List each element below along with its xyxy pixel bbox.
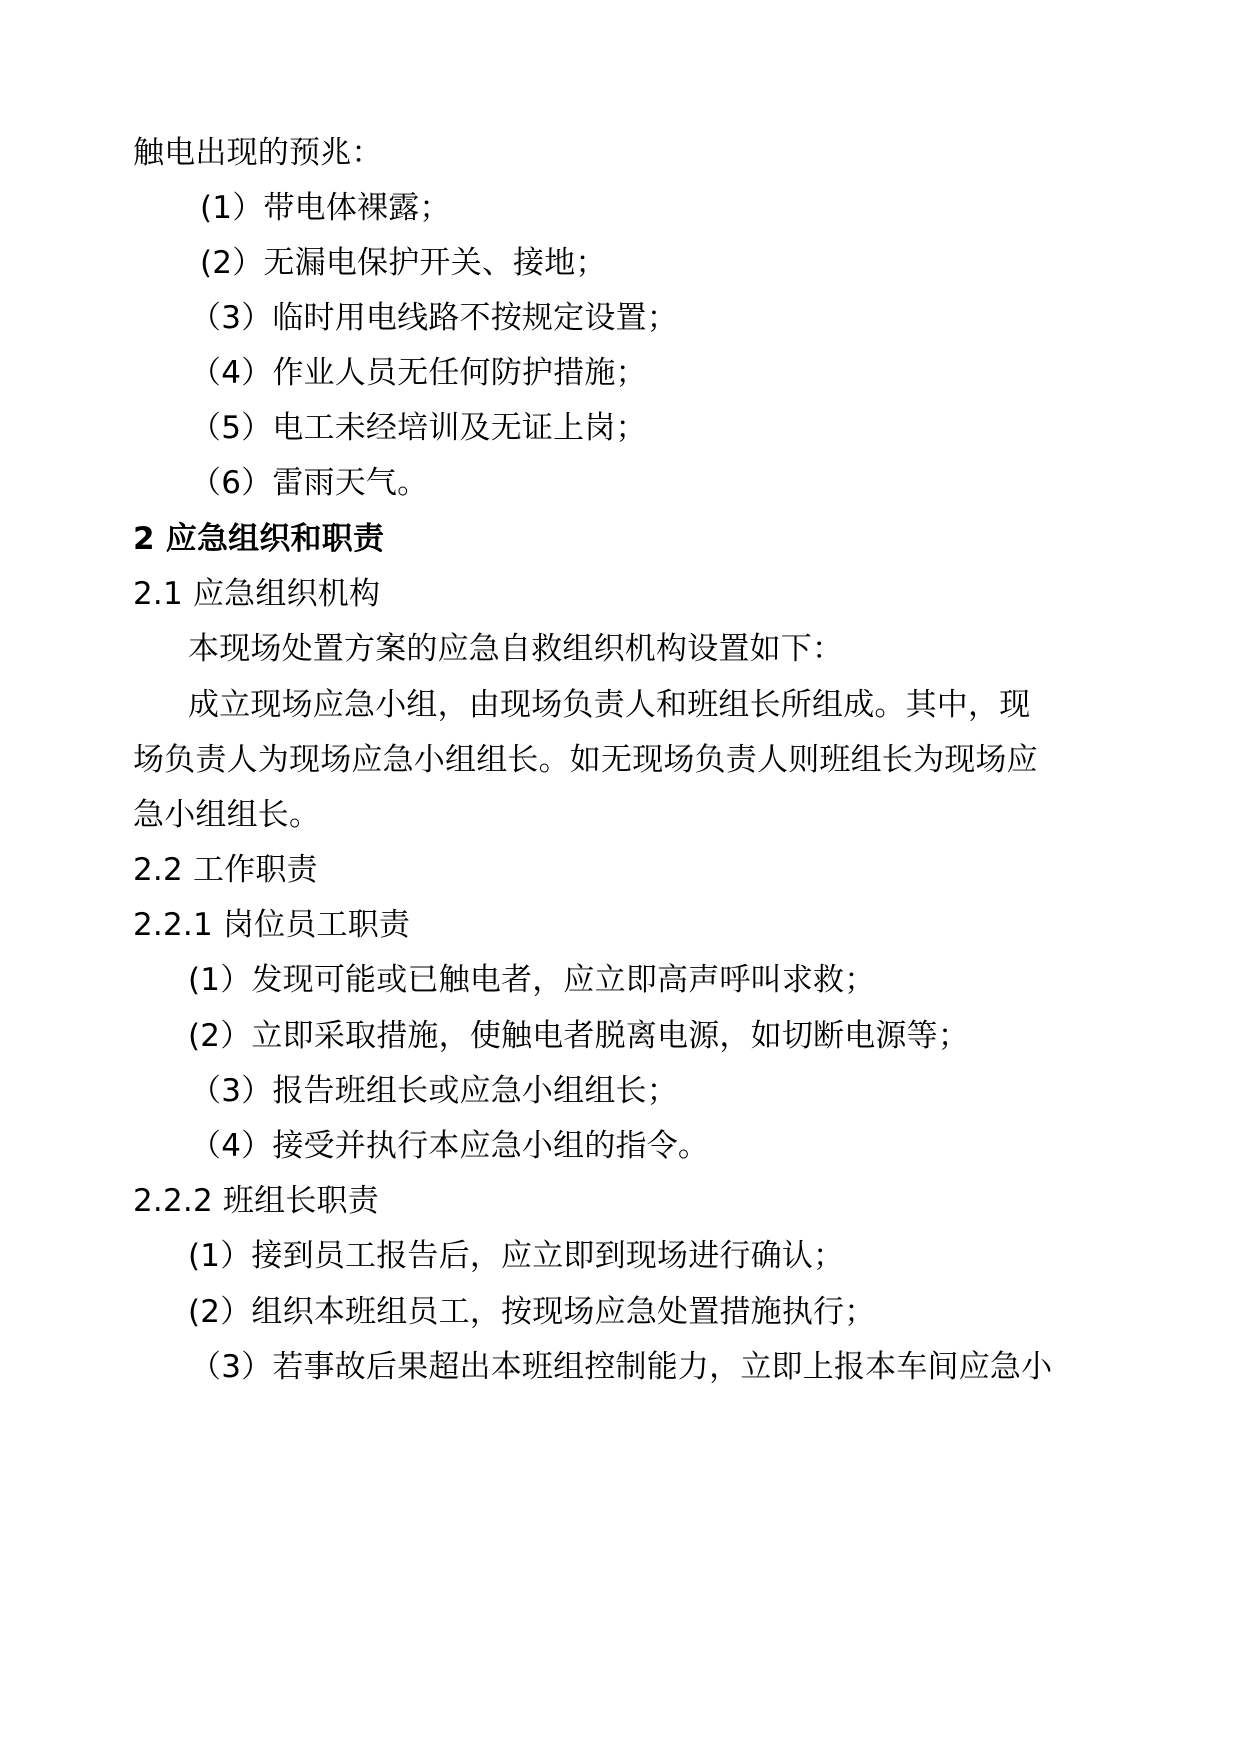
paragraph-organization-line-2: 场负责人为现场应急小组组长。如无现场负责人则班组长为现场应: [133, 742, 1038, 778]
subsection-heading-2-2-2: 2.2.2 班组长职责: [133, 1183, 379, 1219]
list-item-cut-power: (2）立即采取措施，使触电者脱离电源，如切断电源等；: [188, 1018, 970, 1054]
paragraph-organization-intro: 本现场处置方案的应急自救组织机构设置如下：: [188, 631, 844, 667]
subsection-heading-2-2: 2.2 工作职责: [133, 852, 318, 888]
list-item-no-protection-measures: （4）作业人员无任何防护措施；: [190, 355, 647, 391]
list-item-organize-team: (2）组织本班组员工，按现场应急处置措施执行；: [188, 1294, 876, 1330]
paragraph-electric-shock-signs: 触电出现的预兆：: [133, 135, 383, 171]
list-item-untrained-electrician: （5）电工未经培训及无证上岗；: [190, 410, 647, 446]
list-item-escalate-report: （3）若事故后果超出本班组控制能力，立即上报本车间应急小: [190, 1349, 1053, 1385]
list-item-exposed-live-parts: (1）带电体裸露；: [200, 190, 451, 226]
list-item-no-leakage-protection: (2）无漏电保护开关、接地；: [200, 245, 607, 281]
list-item-thunderstorm: （6）雷雨天气。: [190, 465, 429, 501]
section-heading-2: 2 应急组织和职责: [133, 521, 385, 557]
paragraph-organization-line-3: 急小组组长。: [133, 797, 321, 833]
subsection-heading-2-1: 2.1 应急组织机构: [133, 576, 381, 612]
list-item-confirm-on-site: (1）接到员工报告后，应立即到现场进行确认；: [188, 1238, 845, 1274]
subsection-heading-2-2-1: 2.2.1 岗位员工职责: [133, 907, 411, 943]
list-item-report-leader: （3）报告班组长或应急小组组长；: [190, 1073, 678, 1109]
list-item-temporary-wiring: （3）临时用电线路不按规定设置；: [190, 300, 678, 336]
list-item-follow-instructions: （4）接受并执行本应急小组的指令。: [190, 1128, 710, 1164]
paragraph-organization-line-1: 成立现场应急小组，由现场负责人和班组长所组成。其中，现: [188, 687, 1031, 723]
list-item-call-for-help: (1）发现可能或已触电者，应立即高声呼叫求救；: [188, 962, 876, 998]
